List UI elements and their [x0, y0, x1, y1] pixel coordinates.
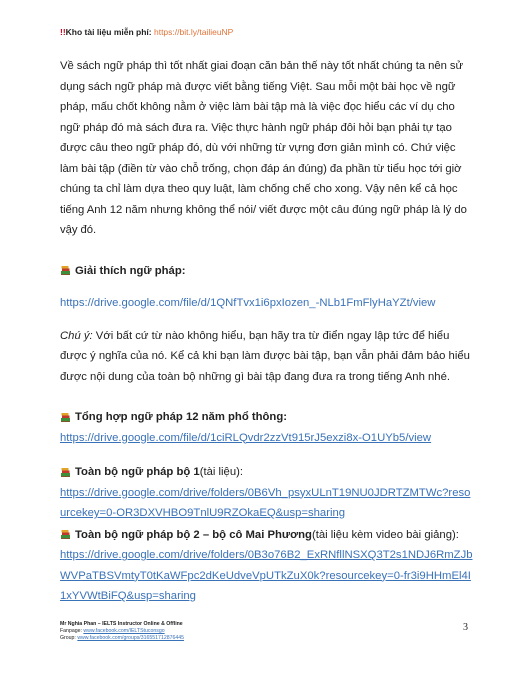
header-link[interactable]: https://bit.ly/tailieuNP: [153, 27, 234, 37]
header-marks: !!: [60, 27, 66, 37]
section-grammar-set1-heading: [60, 462, 476, 483]
section-grammar-summary-heading: [60, 407, 476, 428]
grammar-explanation-link[interactable]: https://drive.google.com/file/d/1QNfTvx1i6pxIozen_-NLb1FmFlyHaYZt/view: [60, 297, 436, 309]
group-link[interactable]: www.facebook.com/groups/316551712876445: [77, 635, 185, 642]
header-note: [60, 27, 233, 37]
note-paragraph: [60, 326, 476, 388]
document-body: [60, 56, 476, 607]
footer-group: [60, 635, 184, 642]
footer-author: Mr Nghia Phan – IELTS Instructor Online & Offline: [60, 621, 183, 627]
grammar-summary-link[interactable]: https://drive.google.com/file/d/1ciRLQvdr2zzVt915rJ5exzi8x-O1UYb5/view: [60, 431, 432, 444]
section-title: Tổng hợp ngữ pháp 12 năm phổ thông:: [75, 411, 287, 423]
section-title: Toàn bộ ngữ pháp bộ 1: [75, 466, 200, 478]
page-footer: [60, 621, 184, 643]
footer-fanpage: [60, 628, 184, 635]
fanpage-label: Fanpage:: [60, 628, 84, 635]
books-icon: [60, 265, 71, 276]
books-icon: [60, 467, 71, 478]
note-text: Với bất cứ từ nào không hiểu, bạn hãy tra từ điển ngay lập tức để hiểu được ý nghĩa của nó. Kể cả khi bạn làm được bài tập, bạn vẫn phải đảm bảo hiểu được nội dung của toàn bộ những gì bài tập đang đưa ra trong tiếng Anh nhé.: [60, 329, 470, 383]
section-note: (tài liệu kèm video bài giảng):: [311, 528, 459, 541]
intro-paragraph: Về sách ngữ pháp thì tốt nhất giai đoạn căn bản thế này tốt nhất chúng ta nên sử dụng sách ngữ pháp mà được viết bằng tiếng Việt. Sau mỗi một bài học về ngữ pháp, mấu chốt không nằm ở việc làm bài tập mà là việc đọc hiểu các ví dụ cho ngữ pháp đó mà sách đưa ra. Việc thực hành ngữ pháp đôi hỏi bạn phải tự tạo được câu theo ngữ pháp đó, dù với những từ vựng đơn giản mình có. Chứ việc làm bài tập (điền từ vào chỗ trống, chọn đáp án đúng) đa phần từ tiểu học tới giờ chúng ta chỉ làm dựa theo quy luật, làm chống chế cho xong. Vậy nên kể cả học tiếng Anh 12 năm nhưng không thể nói/ viết được một câu đúng ngữ pháp là lý do vậy đó.: [60, 60, 467, 236]
grammar-set1-link[interactable]: https://drive.google.com/drive/folders/0B6Vh_psyxULnT19NU0JDRTZMTWc?resourcekey=0-OR3DXVHBO9TnlU9RZOkaEQ&usp=sharing: [60, 486, 471, 519]
header-label: Kho tài liệu miễn phí:: [65, 27, 154, 37]
grammar-set2-link[interactable]: https://drive.google.com/drive/folders/0B3o76B2_ExRNfllNSXQ3T2s1NDJ6RmZJbWVPaTBSVmtyT0tKaWFpc2dKeUdveVpUTkZuX0k?resourcekey=0-fr3i9HHmEl4I1xYVWtBiFQ&usp=sharing: [60, 549, 473, 602]
note-label: Chú ý:: [60, 329, 93, 342]
page-number: 3: [463, 622, 468, 633]
books-icon: [60, 529, 71, 540]
fanpage-link[interactable]: www.facebook.com/IELTStuconsgo: [83, 628, 165, 635]
section-title: Toàn bộ ngữ pháp bộ 2 – bộ cô Mai Phương: [75, 528, 312, 541]
books-icon: [60, 412, 71, 423]
section-grammar-explanation-heading: [60, 261, 476, 282]
group-label: Group:: [60, 635, 78, 642]
section-title: Giải thích ngữ pháp:: [75, 264, 186, 277]
section-grammar-set2-heading: [60, 525, 476, 546]
section-note: (tài liệu):: [199, 466, 244, 478]
